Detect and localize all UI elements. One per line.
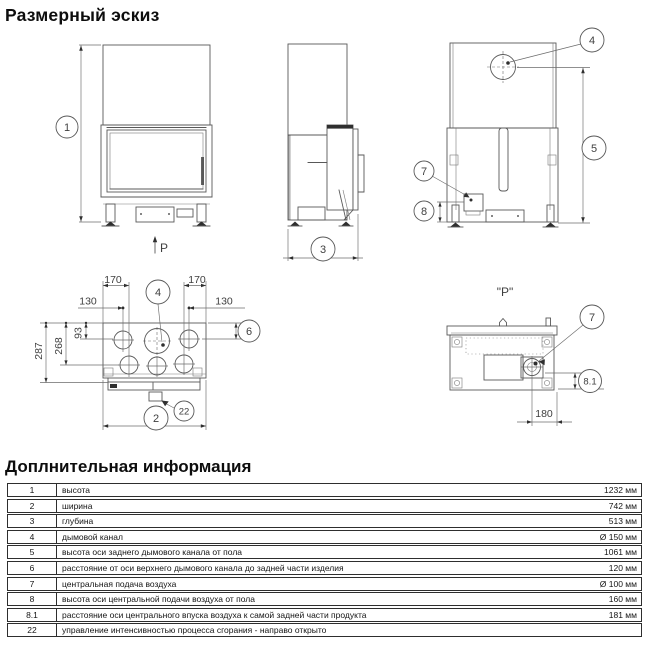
marker-1-label: 1 xyxy=(63,122,71,134)
rear-view xyxy=(447,43,558,227)
top-view-dimensions xyxy=(33,274,245,430)
row-value: 181 мм xyxy=(608,609,637,620)
front-view xyxy=(101,45,212,226)
dim-130-right: 130 xyxy=(215,295,233,308)
marker-2 xyxy=(144,406,168,430)
marker-4-top xyxy=(146,280,170,347)
row-number: 4 xyxy=(8,531,57,543)
row-number: 1 xyxy=(8,484,57,496)
row-number: 6 xyxy=(8,562,57,574)
air-inlet-opening xyxy=(521,356,543,378)
row-number: 3 xyxy=(8,515,57,527)
marker-6 xyxy=(238,320,260,342)
dim-170-right: 170 xyxy=(188,274,206,286)
table-row xyxy=(7,545,642,559)
marker-8-label: 8 xyxy=(420,206,428,218)
dim-268: 268 xyxy=(53,337,65,355)
marker-1 xyxy=(56,116,78,138)
table-row xyxy=(7,499,642,513)
row-description: центральная подача воздуха xyxy=(62,578,177,589)
row-value: 742 мм xyxy=(608,500,637,511)
table-row xyxy=(7,483,642,497)
row-description: дымовой канал xyxy=(62,531,123,542)
marker-4-rear xyxy=(510,28,604,62)
row-description: ширина xyxy=(62,500,93,511)
top-bolt-left xyxy=(500,319,507,327)
row-description: управление интенсивностью процесса сгорания - направо открыто xyxy=(62,625,327,636)
rear-smoke-height-dimension xyxy=(517,68,590,224)
side-view xyxy=(288,44,364,226)
marker-7-label: 7 xyxy=(588,312,596,324)
marker-5-label: 5 xyxy=(590,143,598,155)
dim-93: 93 xyxy=(72,327,85,339)
row-description: высота оси центральной подачи воздуха от пола xyxy=(62,594,255,605)
row-description: расстояние оси центрального впуска воздуха к самой задней части продукта xyxy=(62,609,367,620)
row-value: Ø 150 мм xyxy=(599,531,637,542)
row-description: расстояние от оси верхнего дымового канала до задней части изделия xyxy=(62,562,344,573)
combustion-control-lever xyxy=(149,392,162,401)
marker-3 xyxy=(311,237,335,261)
table-row xyxy=(7,530,642,544)
dim-180: 180 xyxy=(535,408,553,420)
row-description: высота оси заднего дымового канала от пола xyxy=(62,547,243,558)
dim-170-left: 170 xyxy=(104,274,122,286)
row-number: 7 xyxy=(8,578,57,590)
table-row xyxy=(7,592,642,606)
marker-7-rear xyxy=(414,161,470,198)
door-handle xyxy=(201,157,204,185)
height-dimension xyxy=(79,45,101,222)
p-arrow-label: P xyxy=(159,241,169,255)
dim-180-group xyxy=(517,378,572,426)
info-table xyxy=(7,483,642,637)
row-number: 22 xyxy=(8,624,57,636)
air-height-dimension xyxy=(437,202,464,222)
row-value: 1232 мм xyxy=(604,485,637,495)
marker-8-rear xyxy=(414,201,434,221)
central-channel xyxy=(499,128,508,191)
row-description: высота xyxy=(62,485,91,495)
table-row xyxy=(7,514,642,528)
row-number: 2 xyxy=(8,500,57,512)
additional-information-section xyxy=(7,457,642,639)
row-value: 120 мм xyxy=(608,562,637,573)
dim-130-left: 130 xyxy=(79,295,97,308)
smoke-outlet-circle xyxy=(487,51,519,83)
table-row xyxy=(7,608,642,622)
dim-287: 287 xyxy=(33,342,45,360)
table-row xyxy=(7,623,642,637)
info-heading: Доплнительная информация xyxy=(5,457,252,476)
table-row xyxy=(7,577,642,591)
marker-5 xyxy=(582,136,606,160)
row-value: 1061 мм xyxy=(604,547,637,558)
page-title: Размерный эскиз xyxy=(5,5,160,25)
top-bolt-right xyxy=(546,318,551,326)
marker-3-label: 3 xyxy=(319,244,327,256)
table-row xyxy=(7,561,642,575)
row-value: Ø 100 мм xyxy=(599,578,637,589)
marker-7-label: 7 xyxy=(420,166,428,178)
marker-4-label: 4 xyxy=(588,35,596,47)
bottom-view-p xyxy=(447,285,557,390)
row-number: 8 xyxy=(8,593,57,605)
marker-22-label: 22 xyxy=(178,406,190,418)
marker-4-label: 4 xyxy=(154,287,162,299)
front-edge-strip xyxy=(108,382,200,390)
row-value: 513 мм xyxy=(608,516,637,527)
marker-8-1 xyxy=(579,370,602,393)
view-p-title: "P" xyxy=(496,285,514,299)
row-description: глубина xyxy=(62,516,94,527)
row-number: 5 xyxy=(8,546,57,558)
p-direction-arrow xyxy=(153,236,168,255)
marker-6-label: 6 xyxy=(245,326,253,338)
row-number: 8.1 xyxy=(8,609,57,621)
row-value: 160 мм xyxy=(608,594,637,605)
marker-8-1-label: 8.1 xyxy=(583,376,597,388)
marker-2-label: 2 xyxy=(152,413,160,425)
smoke-knockouts-row1 xyxy=(112,306,200,355)
